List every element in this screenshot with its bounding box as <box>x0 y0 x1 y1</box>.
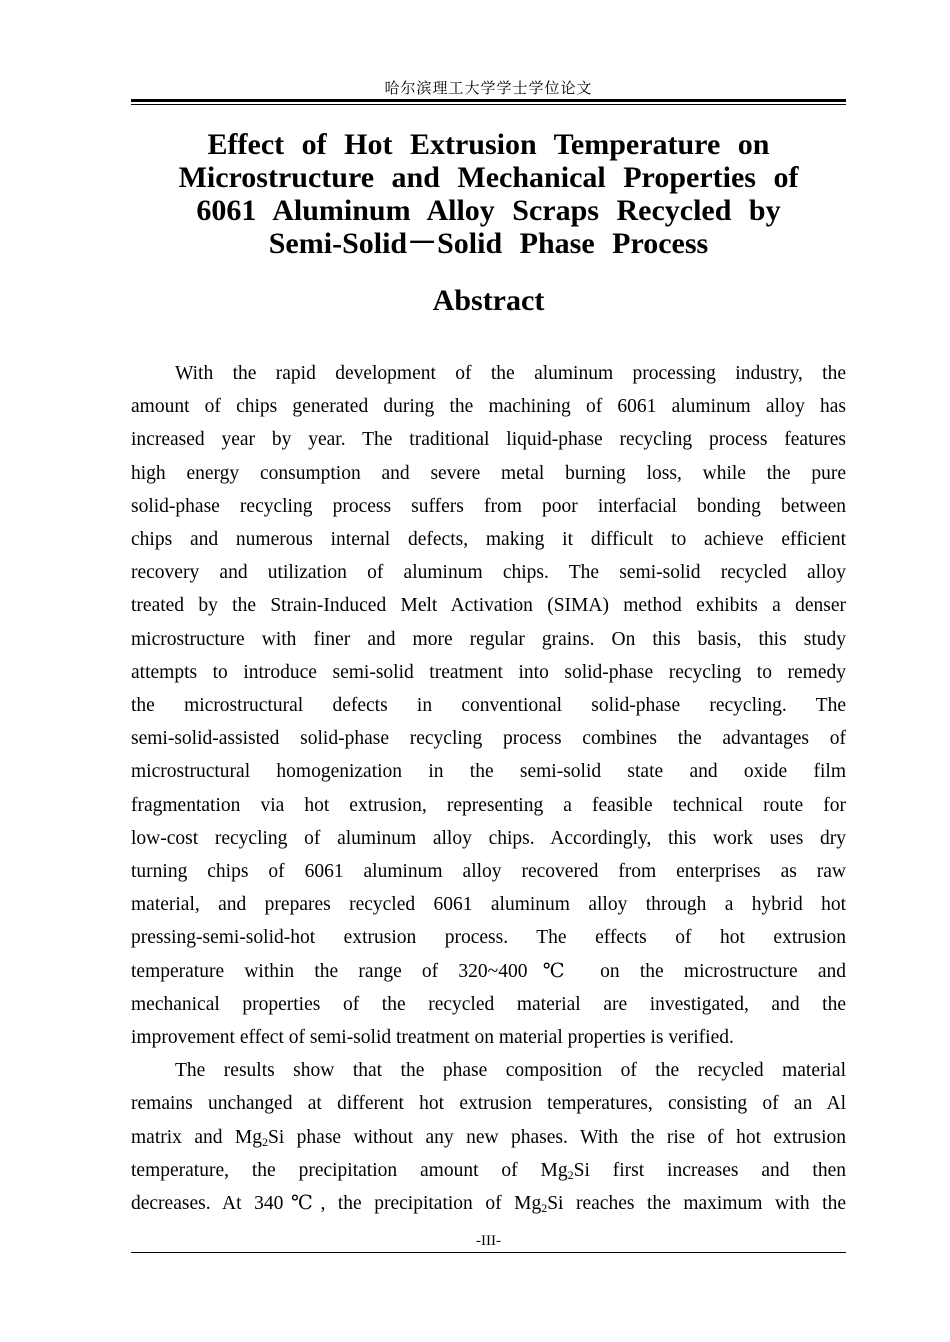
title-line: Semi-Solid－Solid Phase Process <box>268 227 709 260</box>
text-segment: temperature, the precipitation amount of Mg <box>131 1159 568 1181</box>
text-line <box>131 1187 846 1220</box>
subscript: 2 <box>541 1201 548 1216</box>
text-line: treated by the Strain-Induced Melt Activation (SIMA) method exhibits a denser <box>131 595 846 617</box>
text-line: turning chips of 6061 aluminum alloy recovered from enterprises as raw <box>131 861 846 883</box>
title-line: 6061 Aluminum Alloy Scraps Recycled by <box>196 194 781 227</box>
text-line: chips and numerous internal defects, making it difficult to achieve efficient <box>131 529 846 551</box>
text-line <box>131 1121 846 1154</box>
text-segment: decreases. At 340℃, the precipitation of Mg <box>131 1193 542 1215</box>
text-line: mechanical properties of the recycled material are investigated, and the <box>131 993 846 1015</box>
header-rule-thick <box>131 99 846 102</box>
text-line: solid-phase recycling process suffers from poor interfacial bonding between <box>131 495 846 517</box>
abstract-body <box>131 357 846 1220</box>
text-line <box>131 1154 846 1187</box>
title-line: Effect of Hot Extrusion Temperature on <box>207 128 770 161</box>
text-segment: matrix and Mg <box>131 1126 262 1148</box>
text-line: attempts to introduce semi-solid treatment into solid-phase recycling to remedy <box>131 661 846 683</box>
text-line: high energy consumption and severe metal burning loss, while the pure <box>131 462 846 484</box>
running-header: 哈尔滨理工大学学士学位论文 <box>384 79 593 97</box>
title-line: Microstructure and Mechanical Properties of <box>178 161 799 194</box>
subscript: 2 <box>262 1134 268 1149</box>
text-line: low-cost recycling of aluminum alloy chips. Accordingly, this work uses dry <box>131 827 846 849</box>
text-line: improvement effect of semi-solid treatment on material properties is verified. <box>131 1027 734 1049</box>
footer-rule <box>131 1252 846 1253</box>
text-line: With the rapid development of the aluminum processing industry, the <box>175 363 846 384</box>
text-line: The results show that the phase composition of the recycled material <box>175 1060 846 1082</box>
subscript: 2 <box>567 1167 574 1182</box>
text-segment: Si reaches the maximum with the <box>547 1193 846 1215</box>
text-line: microstructure with finer and more regular grains. On this basis, this study <box>131 628 846 650</box>
text-line: recovery and utilization of aluminum chips. The semi-solid recycled alloy <box>131 562 846 584</box>
thesis-title <box>131 128 846 260</box>
text-line: fragmentation via hot extrusion, representing a feasible technical route for <box>131 794 846 816</box>
text-line: amount of chips generated during the machining of 6061 aluminum alloy has <box>131 396 846 418</box>
text-segment: Si phase without any new phases. With the rise of hot extrusion <box>268 1126 846 1148</box>
text-line: increased year by year. The traditional liquid-phase recycling process features <box>131 429 846 451</box>
text-line: pressing-semi-solid-hot extrusion process. The effects of hot extrusion <box>131 927 846 949</box>
page-number: -III- <box>476 1233 501 1249</box>
text-line: semi-solid-assisted solid-phase recycling process combines the advantages of <box>131 728 846 750</box>
text-line: remains unchanged at different hot extrusion temperatures, consisting of an Al <box>131 1093 846 1115</box>
text-line: temperature within the range of 320~400℃ on the microstructure and <box>131 960 846 982</box>
header-rule-thin <box>131 104 846 105</box>
abstract-paragraph-1 <box>131 357 846 1054</box>
text-line: material, and prepares recycled 6061 aluminum alloy through a hybrid hot <box>131 894 846 916</box>
abstract-heading: Abstract <box>432 284 545 317</box>
text-line: the microstructural defects in conventional solid-phase recycling. The <box>131 695 846 717</box>
text-line: microstructural homogenization in the semi-solid state and oxide film <box>131 761 846 783</box>
text-segment: Si first increases and then <box>573 1159 847 1181</box>
abstract-paragraph-2 <box>131 1054 846 1220</box>
